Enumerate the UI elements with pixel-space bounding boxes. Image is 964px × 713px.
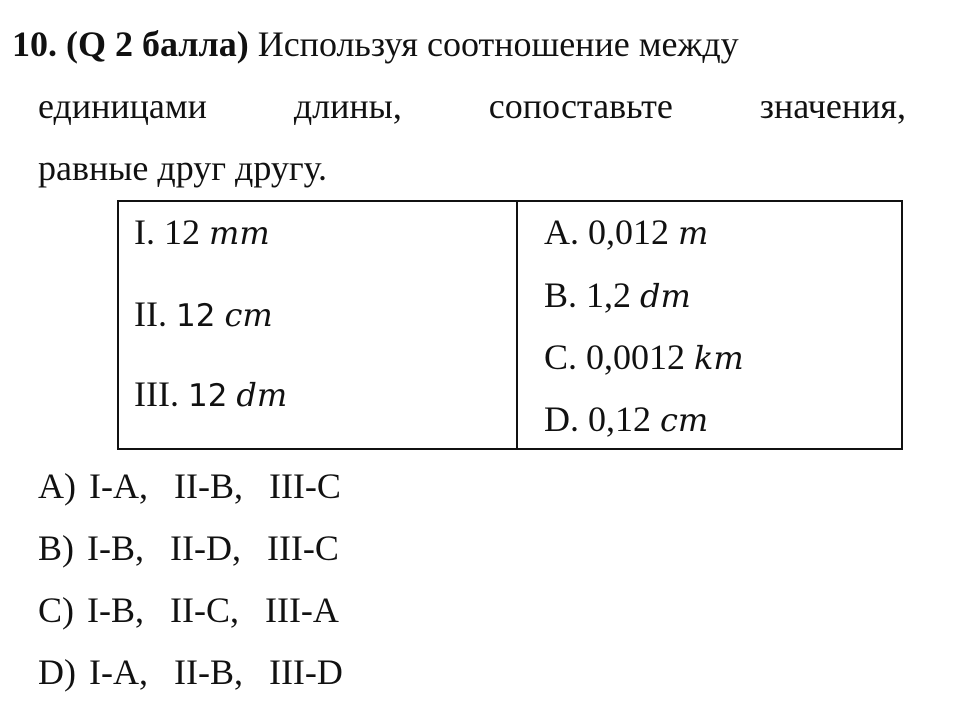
item-value: 12 bbox=[175, 298, 216, 334]
item-unit: cm bbox=[224, 296, 273, 334]
item-value: 1,2 bbox=[586, 275, 632, 315]
question-line-2 bbox=[38, 88, 906, 124]
option-text: I-B, II-D, III-C bbox=[87, 528, 339, 568]
item-value: 12 bbox=[164, 212, 200, 252]
item-value: 0,0012 bbox=[586, 337, 686, 377]
option-text: I-B, II-C, III-A bbox=[87, 590, 339, 630]
option-letter: D) bbox=[38, 652, 76, 692]
item-label: II. bbox=[134, 294, 167, 334]
answer-option-A[interactable] bbox=[38, 468, 341, 504]
option-letter: B) bbox=[38, 528, 74, 568]
question-word: значения, bbox=[759, 86, 906, 126]
item-unit: dm bbox=[640, 277, 691, 315]
item-label: I. bbox=[134, 212, 155, 252]
option-text: I-A, II-B, III-C bbox=[89, 466, 341, 506]
table-divider bbox=[516, 202, 518, 448]
item-value: 0,012 bbox=[588, 212, 669, 252]
question-word: длины, bbox=[293, 86, 402, 126]
answer-option-D[interactable] bbox=[38, 654, 343, 690]
right-item-C bbox=[544, 339, 744, 375]
answer-option-B[interactable] bbox=[38, 530, 339, 566]
right-item-A bbox=[544, 214, 708, 250]
item-unit: m bbox=[678, 214, 709, 252]
question-points: (Q 2 балла) bbox=[66, 24, 249, 64]
item-label: A. bbox=[544, 212, 579, 252]
question-line-1-text: Используя соотношение между bbox=[257, 24, 739, 64]
right-item-B bbox=[544, 277, 691, 313]
item-label: B. bbox=[544, 275, 578, 315]
option-letter: A) bbox=[38, 466, 76, 506]
item-unit: cm bbox=[660, 401, 709, 439]
item-unit: dm bbox=[236, 376, 288, 414]
item-value: 12 bbox=[187, 378, 228, 414]
left-item-II bbox=[134, 296, 273, 332]
right-item-D bbox=[544, 401, 708, 437]
answer-option-C[interactable] bbox=[38, 592, 339, 628]
item-label: C. bbox=[544, 337, 578, 377]
question-word: единицами bbox=[38, 86, 207, 126]
question-number: 10. bbox=[12, 24, 57, 64]
item-value: 0,12 bbox=[588, 399, 651, 439]
left-item-I bbox=[134, 214, 270, 250]
item-unit: km bbox=[694, 339, 744, 377]
left-item-III bbox=[134, 376, 287, 412]
matching-table bbox=[117, 200, 903, 450]
question-line-1 bbox=[12, 26, 739, 62]
question-line-3: равные друг другу. bbox=[38, 148, 328, 188]
option-letter: C) bbox=[38, 590, 74, 630]
option-text: I-A, II-B, III-D bbox=[89, 652, 343, 692]
item-label: D. bbox=[544, 399, 579, 439]
question-word: сопоставьте bbox=[488, 86, 673, 126]
item-unit: mm bbox=[209, 214, 270, 252]
item-label: III. bbox=[134, 374, 179, 414]
